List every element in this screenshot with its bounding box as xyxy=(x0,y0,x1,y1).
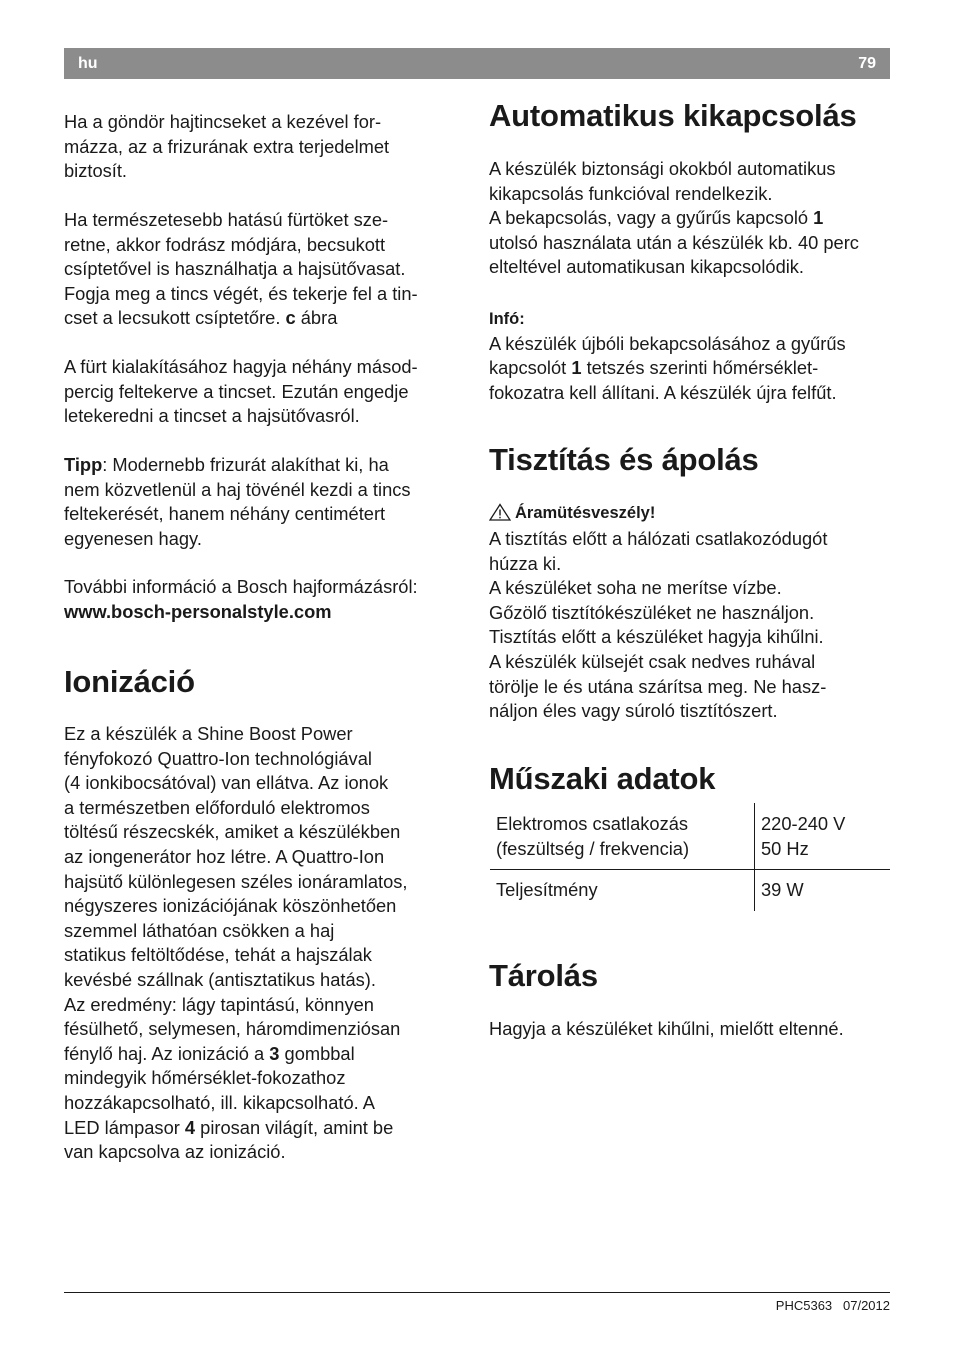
switch-ref: 1 xyxy=(813,207,824,229)
text-line: A fürt kialakításához hagyja néhány másod- xyxy=(64,356,418,377)
button-ref: 3 xyxy=(269,1042,280,1064)
paragraph-tip xyxy=(64,453,411,551)
text-line: További információ a Bosch hajformázásról: xyxy=(64,576,418,597)
text-line: utolsó használata után a készülék kb. 40 perc xyxy=(489,231,859,253)
paragraph-natural-curls xyxy=(64,208,418,331)
table-cell-value xyxy=(755,803,891,870)
table-cell-label xyxy=(490,803,755,870)
text-line: (4 ionkibocsátóval) van ellátva. Az ionok xyxy=(64,772,389,794)
paragraph-more-info xyxy=(64,575,418,624)
text-line: a természetben előforduló elektromos xyxy=(64,796,370,818)
text-line: pirosan világít, amint be xyxy=(195,1116,394,1138)
text-line: szemmel láthatóan csökken a haj xyxy=(64,919,335,941)
text-line: retne, akkor fodrász módjára, becsukott xyxy=(64,233,386,255)
text-line: fokozatra kell állítani. A készülék újra felfűt. xyxy=(489,381,837,403)
model-number: PHC5363 xyxy=(775,1298,833,1313)
publication-date: 07/2012 xyxy=(843,1298,890,1313)
text-line: négyszeres ionizációjának köszönhetően xyxy=(64,895,397,917)
storage-heading: Tárolás xyxy=(489,958,598,993)
paragraph-curl-forming xyxy=(64,355,418,429)
text-line: mázza, az a frizurának extra terjedelmet xyxy=(64,135,390,157)
text-line: Tisztítás előtt a készüléket hagyja kihűlni. xyxy=(489,626,824,648)
text-line: Ha a göndör hajtincseket a kezével for- xyxy=(64,111,382,132)
figure-ref: c xyxy=(285,307,296,329)
text-line: letekeredni a tincset a hajsütővasról. xyxy=(64,405,360,427)
text-line: az iongenerátor hoz létre. A Quattro-Ion xyxy=(64,845,385,867)
language-code: hu xyxy=(78,55,98,72)
text-line: Teljesítmény xyxy=(496,879,598,901)
text-line: van kapcsolva az ionizáció. xyxy=(64,1141,286,1163)
cleaning-heading: Tisztítás és ápolás xyxy=(489,442,759,477)
footer-divider xyxy=(64,1292,890,1293)
table-cell-value xyxy=(755,870,891,911)
text-line: A bekapcsolás, vagy a gyűrűs kapcsoló xyxy=(489,207,814,229)
paragraph-info xyxy=(489,306,846,405)
text-line: : Modernebb frizurát alakíthat ki, ha xyxy=(102,454,389,475)
text-line: elteltével automatikusan kikapcsolódik. xyxy=(489,256,805,278)
text-line: kevésbé szállnak (antisztatikus hatás). xyxy=(64,968,376,990)
tip-label: Tipp xyxy=(64,454,103,475)
electric-shock-warning xyxy=(489,502,655,524)
table-cell-label xyxy=(490,870,755,911)
text-line: ábra xyxy=(295,307,338,329)
warning-triangle-icon xyxy=(489,503,511,521)
text-line: Elektromos csatlakozás xyxy=(496,813,689,834)
text-line: húzza ki. xyxy=(489,552,562,574)
text-line: feltekerését, hanem néhány centimétert xyxy=(64,503,386,525)
text-line: tetszés szerinti hőmérséklet- xyxy=(581,357,819,379)
text-line: kapcsolót xyxy=(489,357,572,379)
text-line: biztosít. xyxy=(64,160,127,182)
text-line: A készülék biztonsági okokból automatikus xyxy=(489,158,836,179)
page-number: 79 xyxy=(858,55,876,72)
table-row xyxy=(490,803,890,870)
text-line: gombbal xyxy=(279,1042,355,1064)
text-line: LED lámpasor xyxy=(64,1116,185,1138)
text-line: percig feltekerve a tincset. Ezután engedje xyxy=(64,380,409,402)
text-line: Az eredmény: lágy tapintású, könnyen xyxy=(64,993,374,1015)
text-line: mindegyik hőmérséklet-fokozathoz xyxy=(64,1067,346,1089)
text-line: töltésű részecskék, amiket a készülékben xyxy=(64,821,401,843)
paragraph-auto-off xyxy=(489,157,859,280)
text-line: fényfokozó Quattro-Ion technológiával xyxy=(64,747,372,769)
ionization-heading: Ionizáció xyxy=(64,664,195,699)
tech-data-table xyxy=(490,803,890,911)
table-row xyxy=(490,870,890,911)
text-line: 220-240 V xyxy=(761,813,846,834)
paragraph-curls xyxy=(64,110,389,184)
text-line: statikus feltöltődése, tehát a hajszálak xyxy=(64,944,372,966)
text-line: Ez a készülék a Shine Boost Power xyxy=(64,723,353,744)
text-line: 39 W xyxy=(761,879,804,901)
bosch-website-link[interactable]: www.bosch-personalstyle.com xyxy=(64,600,332,622)
paragraph-ionization xyxy=(64,722,408,1165)
text-line: cset a lecsukott csíptetőre. xyxy=(64,307,286,329)
text-line: náljon éles vagy súroló tisztítószert. xyxy=(489,700,778,722)
tech-data-heading: Műszaki adatok xyxy=(489,761,716,796)
text-line: kikapcsolás funkcióval rendelkezik. xyxy=(489,182,773,204)
text-line: 50 Hz xyxy=(761,837,809,859)
page-header-bar xyxy=(64,48,890,79)
auto-off-heading: Automatikus kikapcsolás xyxy=(489,98,857,133)
text-line: egyenesen hagy. xyxy=(64,527,202,549)
text-line: fénylő haj. Az ionizáció a xyxy=(64,1042,270,1064)
text-line: csíptetővel is használhatja a hajsütővasat. xyxy=(64,258,406,280)
switch-ref: 1 xyxy=(571,357,582,379)
paragraph-storage: Hagyja a készüléket kihűlni, mielőtt eltenné. xyxy=(489,1018,844,1039)
text-line: A tisztítás előtt a hálózati csatlakozódugót xyxy=(489,528,828,549)
text-line: A készülék újbóli bekapcsolásához a gyűrűs xyxy=(489,332,846,354)
led-ref: 4 xyxy=(184,1116,196,1138)
text-line: törölje le és utána szárítsa meg. Ne hasz- xyxy=(489,675,827,697)
info-label: Infó: xyxy=(489,310,525,328)
text-line: Ha természetesebb hatású fürtöket sze- xyxy=(64,209,389,230)
warning-label: Áramütésveszély! xyxy=(515,504,656,522)
text-line: Gőzölő tisztítókészüléket ne használjon. xyxy=(489,601,815,623)
paragraph-cleaning xyxy=(489,527,827,724)
text-line: fésülhető, selymesen, háromdimenziósan xyxy=(64,1018,401,1040)
text-line: (feszültség / frekvencia) xyxy=(496,837,690,859)
text-line: A készülék külsejét csak nedves ruhával xyxy=(489,650,816,672)
text-line: hozzákapcsolható, ill. kikapcsolható. A xyxy=(64,1091,375,1113)
text-line: hajsütő különlegesen széles ionáramlatos, xyxy=(64,870,408,892)
text-line: Fogja meg a tincs végét, és tekerje fel a tin- xyxy=(64,282,418,304)
text-line: nem közvetlenül a haj tövénél kezdi a tincs xyxy=(64,478,411,500)
text-line: A készüléket soha ne merítse vízbe. xyxy=(489,577,782,599)
footer-meta xyxy=(776,1298,890,1313)
